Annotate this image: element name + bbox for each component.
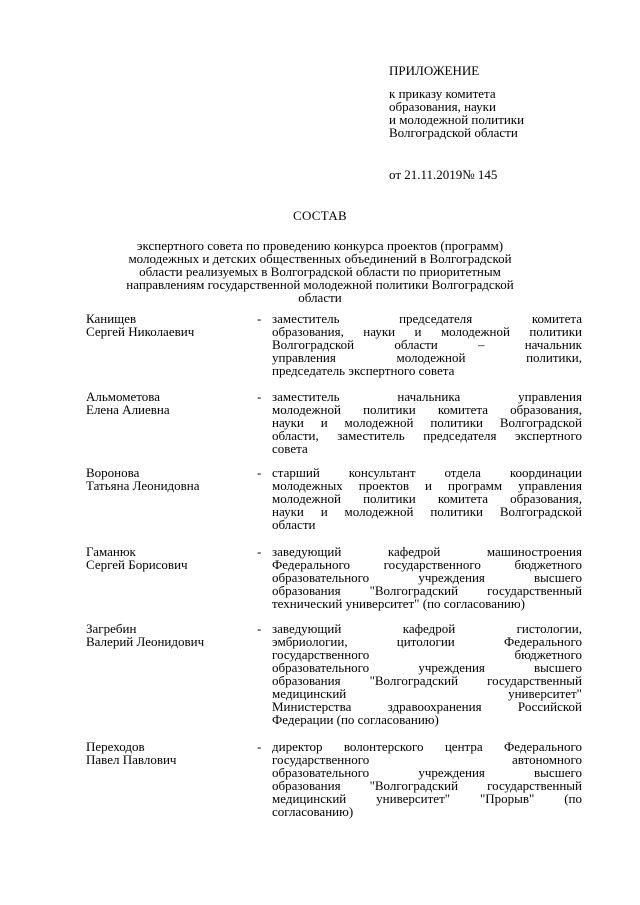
member-surname: Канищев	[86, 311, 137, 326]
member-role-line: молодежных проектов и программ управления	[272, 478, 582, 493]
document-subtitle	[100, 239, 540, 304]
member-given-names: Татьяна Леонидовна	[86, 478, 200, 493]
member-role-line: заведующий кафедрой гистологии,	[272, 621, 582, 636]
member-dash: -	[257, 311, 262, 326]
member-surname: Гаманюк	[86, 544, 136, 559]
member-role-line: государственного бюджетного	[272, 647, 582, 662]
member-role-line: заведующий кафедрой машиностроения	[272, 544, 582, 559]
member-given-names: Елена Алиевна	[86, 402, 170, 417]
member-role-line: согласованию)	[272, 804, 354, 819]
member-role	[272, 466, 582, 531]
member-role-line: заместитель начальника управления	[272, 389, 582, 404]
member-given-names: Сергей Борисович	[86, 557, 188, 572]
member-role	[272, 312, 582, 377]
member-dash: -	[257, 739, 262, 754]
member-name	[86, 466, 256, 492]
member-name	[86, 622, 256, 648]
member-role-line: медицинский университет" "Прорыв" (по	[272, 791, 582, 806]
member-role-line: технический университет" (по согласованию)	[272, 596, 525, 611]
member-surname: Переходов	[86, 739, 145, 754]
appendix-line: и молодежной политики	[389, 112, 525, 127]
subtitle-line: области	[298, 290, 342, 305]
member-role	[272, 390, 582, 455]
member-name	[86, 740, 256, 766]
member-role-line: образовательного учреждения высшего	[272, 570, 582, 585]
appendix-block	[389, 63, 589, 182]
member-role-line: старший консультант отдела координации	[272, 465, 582, 480]
appendix-line: к приказу комитета	[389, 86, 496, 101]
member-dash: -	[257, 621, 262, 636]
member-role-line: молодежной политики комитета образования,	[272, 491, 582, 506]
member-name	[86, 545, 256, 571]
member-role-line: медицинский университет"	[272, 686, 582, 701]
member-name	[86, 312, 256, 338]
member-role-line: управления молодежной политики,	[272, 350, 582, 365]
member-role-line: образования "Волгоградский государственный	[272, 673, 582, 688]
member-role-line: государственного автономного	[272, 752, 582, 767]
document-title: СОСТАВ	[292, 208, 348, 223]
member-given-names: Павел Павлович	[86, 752, 177, 767]
member-role-line: науки и молодежной политики Волгоградской	[272, 415, 582, 430]
member-role-line: образования "Волгоградский государственный	[272, 583, 582, 598]
appendix-title: ПРИЛОЖЕНИЕ	[389, 63, 480, 78]
member-role	[272, 545, 582, 610]
member-role-line: совета	[272, 441, 308, 456]
member-surname: Альмометова	[86, 389, 161, 404]
member-role-line: области	[272, 517, 316, 532]
member-role	[272, 740, 582, 818]
member-role-line: науки и молодежной политики Волгоградской	[272, 504, 582, 519]
subtitle-line: экспертного совета по проведению конкурса проектов (программ)	[136, 238, 504, 253]
member-role-line: образовательного учреждения высшего	[272, 765, 582, 780]
member-surname: Загребин	[86, 621, 137, 636]
member-given-names: Валерий Леонидович	[86, 634, 205, 649]
member-role-line: молодежной политики комитета образования,	[272, 402, 582, 417]
member-role-line: образовательного учреждения высшего	[272, 660, 582, 675]
order-date: от 21.11.2019№ 145	[389, 167, 498, 182]
member-role-line: директор волонтерского центра Федерального	[272, 739, 582, 754]
subtitle-line: направлениям государственной молодежной политики Волгоградской	[126, 277, 514, 292]
member-role	[272, 622, 582, 726]
member-given-names: Сергей Николаевич	[86, 324, 195, 339]
appendix-line: образования, науки	[389, 99, 496, 114]
member-role-line: эмбриологии, цитологии Федерального	[272, 634, 582, 649]
member-dash: -	[257, 465, 262, 480]
member-dash: -	[257, 389, 262, 404]
member-role-line: председатель экспертного совета	[272, 363, 455, 378]
member-role-line: образования, науки и молодежной политики	[272, 324, 582, 339]
subtitle-line: области реализуемых в Волгоградской области по приоритетным	[139, 264, 501, 279]
appendix-line: Волгоградской области	[389, 125, 518, 140]
subtitle-line: молодежных и детских общественных объединений в Волгоградской	[128, 251, 512, 266]
member-role-line: Федерации (по согласованию)	[272, 712, 439, 727]
member-role-line: Волгоградской области – начальник	[272, 337, 582, 352]
member-role-line: образования "Волгоградский государственный	[272, 778, 582, 793]
member-surname: Воронова	[86, 465, 140, 480]
member-role-line: заместитель председателя комитета	[272, 311, 582, 326]
member-dash: -	[257, 544, 262, 559]
member-role-line: области, заместитель председателя экспертного	[272, 428, 582, 443]
member-role-line: Федерального государственного бюджетного	[272, 557, 582, 572]
member-name	[86, 390, 256, 416]
member-role-line: Министерства здравоохранения Российской	[272, 699, 582, 714]
